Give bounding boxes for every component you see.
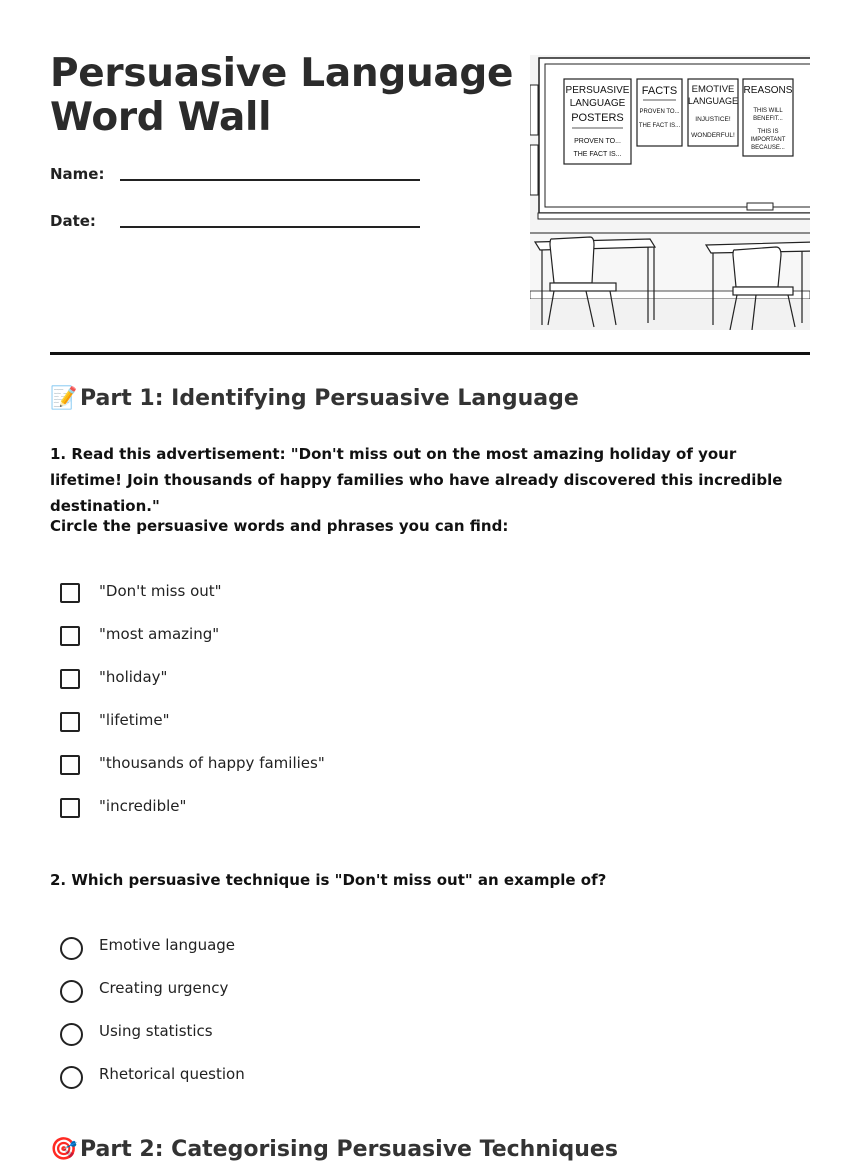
part-2-title: Part 2: Categorising Persuasive Techniques	[80, 1137, 618, 1162]
question-1: 1. Read this advertisement: "Don't miss out on the most amazing holiday of your lifetime! Join thousands of happy families who have already discovered this incredible destination."	[50, 445, 783, 515]
q2-option-label: Using statistics	[99, 1022, 213, 1040]
q1-option-label: "incredible"	[99, 797, 187, 815]
q1-option-label: "Don't miss out"	[99, 582, 222, 600]
target-icon: 🎯	[50, 1137, 78, 1162]
poster-4-sub-4: IMPORTANT	[750, 137, 786, 143]
poster-facts	[637, 79, 682, 146]
q1-option-label: "thousands of happy families"	[99, 754, 325, 772]
poster-4-line-1: REASONS	[743, 85, 793, 96]
poster-2-sub-1: PROVEN TO...	[639, 109, 680, 115]
poster-emotive-language	[688, 79, 738, 146]
poster-1-line-3: POSTERS	[571, 112, 624, 124]
poster-4-sub-3: THIS IS	[757, 129, 779, 135]
checkbox[interactable]	[60, 669, 80, 689]
poster-4-sub-2: BENEFIT...	[753, 116, 783, 122]
question-1-instruction: Circle the persuasive words and phrases you can find:	[50, 517, 509, 535]
poster-1-sub-1: PROVEN TO...	[574, 138, 621, 145]
page-title	[50, 52, 513, 140]
poster-3-sub-2: WONDERFUL!	[691, 132, 735, 139]
q1-option-label: "most amazing"	[99, 625, 220, 643]
q2-option-label: Creating urgency	[99, 979, 229, 997]
poster-4-sub-5: BECAUSE...	[751, 145, 785, 151]
checkbox[interactable]	[60, 583, 80, 603]
poster-1-line-1: PERSUASIVE	[565, 85, 630, 96]
poster-4-sub-1: THIS WILL	[753, 108, 783, 114]
date-label: Date:	[50, 212, 96, 230]
part-1-heading	[50, 386, 579, 411]
poster-reasons	[743, 79, 793, 156]
poster-1-line-2: LANGUAGE	[569, 98, 626, 109]
checkbox[interactable]	[60, 626, 80, 646]
part-1-title: Part 1: Identifying Persuasive Language	[80, 386, 579, 411]
radio-button[interactable]	[60, 980, 83, 1003]
radio-button[interactable]	[60, 937, 83, 960]
memo-icon: 📝	[50, 386, 78, 411]
q1-option-label: "lifetime"	[99, 711, 170, 729]
poster-2-sub-2: THE FACT IS...	[638, 123, 681, 129]
q2-option-label: Rhetorical question	[99, 1065, 245, 1083]
radio-button[interactable]	[60, 1066, 83, 1089]
worksheet-header	[50, 0, 810, 355]
checkbox[interactable]	[60, 712, 80, 732]
title-line-2: Word Wall	[50, 95, 272, 140]
checkbox[interactable]	[60, 755, 80, 775]
part-2-heading	[50, 1137, 618, 1162]
poster-3-sub-1: INJUSTICE!	[695, 116, 731, 123]
poster-2-line-1: FACTS	[641, 85, 678, 97]
name-label: Name:	[50, 165, 105, 183]
date-input-line[interactable]	[120, 226, 420, 228]
q1-option-label: "holiday"	[99, 668, 168, 686]
classroom-illustration	[530, 55, 810, 330]
worksheet-page	[50, 0, 810, 1162]
radio-button[interactable]	[60, 1023, 83, 1046]
checkbox[interactable]	[60, 798, 80, 818]
poster-persuasive-language	[564, 79, 631, 164]
title-line-1: Persuasive Language	[50, 51, 514, 96]
question-2: 2. Which persuasive technique is "Don't miss out" an example of?	[50, 871, 607, 889]
poster-3-line-1: EMOTIVE	[691, 84, 735, 95]
poster-1-sub-2: THE FACT IS...	[573, 151, 622, 158]
name-input-line[interactable]	[120, 179, 420, 181]
poster-3-line-2: LANGUAGE	[687, 96, 739, 106]
q2-option-label: Emotive language	[99, 936, 236, 954]
